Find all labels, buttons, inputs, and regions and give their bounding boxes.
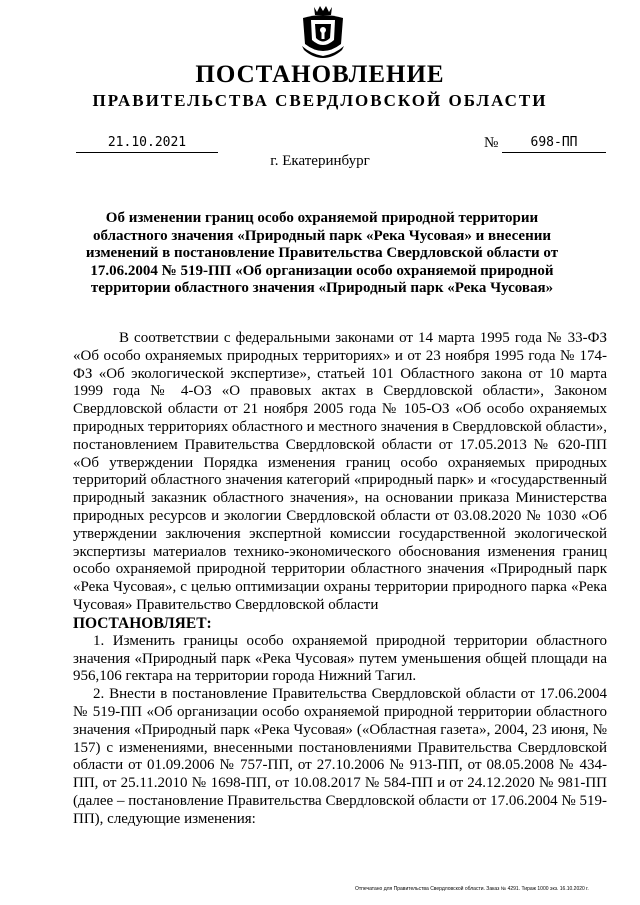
place-of-issue: г. Екатеринбург [270,153,370,169]
resolution-item: 1. Изменить границы особо охраняемой природной территории областного значения «Природный парк «Река Чусовая» путем уменьшения общей площади на 956,106 гектара на территории города Нижний Тагил. [73,632,607,685]
print-footer-note: Отпечатано для Правительства Свердловской области. Заказ № 4291. Тираж 1000 экз. 16.10.2020 г. [355,886,589,892]
preamble-paragraph: В соответствии с федеральными законами от 14 марта 1995 года № 33-ФЗ «Об особо охраняемых природных территориях» и от 23 ноября 1995 года № 174-ФЗ «Об экологической экспертизе», статьей 101 Областного закона от 10 марта 1999 года № 4-ОЗ «О правовых актах в Свердловской области», Законом Свердловской области от 21 ноября 2005 года № 105-ОЗ «Об особо охраняемых природных территориях областного и местного значения в Свердловской области», постановлением Правительства Свердловской области от 17.05.2013 № 620-ПП «Об утверждении Порядка изменения границ особо охраняемых природных территорий областного значения категорий «природный парк» и «государственный природный заказник областного значения», на основании приказа Министерства природных ресурсов и экологии Свердловской области от 03.08.2020 № 1030 «Об утверждении заключения экспертной комиссии государственной экологической экспертизы материалов технико-экономического обоснования изменения границ особо охраняемой природной территории областного значения «Природный парк «Река Чусовая», с целью оптимизации охраны территории природного парка «Река Чусовая» Правительство Свердловской области [73,330,607,613]
document-date: 21.10.2021 [76,134,218,153]
number-sign: № [484,135,499,151]
document-body [73,330,607,829]
resolution-item: 2. Внести в постановление Правительства Свердловской области от 17.06.2004 № 519-ПП «Об организации особо охраняемой природной территории областного значения «Природный парк «Река Чусовая» («Областная газета», 2004, 23 июня, № 157) с изменениями, внесенными постановлениями Правительства Свердловской области от 01.09.2006 № 757-ПП, от 27.10.2006 № 913-ПП, от 08.05.2008 № 434-ПП, от 25.11.2010 № 1698-ПП, от 10.08.2017 № 584-ПП и от 24.12.2020 № 981-ПП (далее – постановление Правительства Свердловской области от 17.06.2004 № 519-ПП), следующие изменения: [73,686,607,827]
issuing-authority: ПРАВИТЕЛЬСТВА СВЕРДЛОВСКОЙ ОБЛАСТИ [92,91,548,110]
document-type-title: ПОСТАНОВЛЕНИЕ [195,61,445,88]
document-heading: Об изменении границ особо охраняемой природной территории областного значения «Природный парк «Река Чусовая» и внесении изменений в постановление Правительства Свердловской области от 17.06.2004 № 519-ПП «Об организации особо охраняемой природной территории областного значения «Природный парк «Река Чусовая» [85,210,559,297]
resolves-label: ПОСТАНОВЛЯЕТ: [73,614,212,632]
coat-of-arms-icon [299,4,347,58]
resolution-items [73,633,607,829]
document-number: 698-ПП [502,134,606,153]
